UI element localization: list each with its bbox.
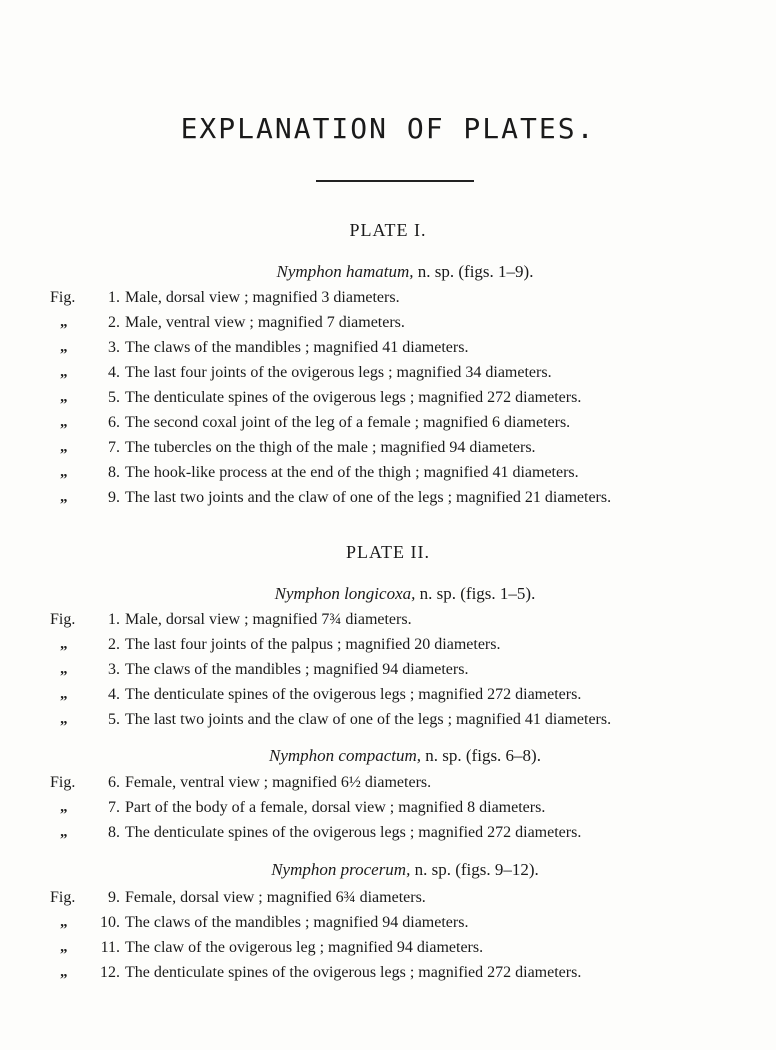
fig-description: Female, ventral view ; magnified 6½ diameters.	[125, 774, 432, 791]
fig-label: „	[60, 636, 68, 652]
figure-entry	[0, 414, 776, 436]
fig-number: 8.	[108, 464, 120, 481]
fig-description: The denticulate spines of the ovigerous legs ; magnified 272 diameters.	[125, 686, 582, 703]
fig-label: „	[60, 464, 68, 480]
fig-label: Fig.	[50, 774, 76, 791]
fig-description: The last four joints of the palpus ; magnified 20 diameters.	[125, 636, 501, 653]
fig-label: „	[60, 799, 68, 815]
fig-description: The last two joints and the claw of one of the legs ; magnified 21 diameters.	[125, 489, 612, 506]
fig-number: 3.	[108, 661, 120, 678]
fig-description: The last four joints of the ovigerous legs ; magnified 34 diameters.	[125, 364, 552, 381]
figure-entry	[0, 314, 776, 336]
species-heading	[0, 746, 776, 766]
fig-description: Female, dorsal view ; magnified 6¾ diameters.	[125, 889, 426, 906]
fig-description: Male, ventral view ; magnified 7 diameters.	[125, 314, 405, 331]
fig-description: The claws of the mandibles ; magnified 94 diameters.	[125, 661, 469, 678]
figure-entry	[0, 364, 776, 386]
fig-number: 5.	[108, 711, 120, 728]
fig-number: 12.	[100, 964, 120, 981]
fig-label: „	[60, 364, 68, 380]
figure-entry	[0, 939, 776, 961]
fig-number: 6.	[108, 414, 120, 431]
fig-number: 1.	[108, 611, 120, 628]
figure-entry	[0, 686, 776, 708]
fig-label: „	[60, 489, 68, 505]
plate-heading: PLATE I.	[349, 220, 427, 240]
species-heading	[0, 584, 776, 604]
figure-entry	[0, 964, 776, 986]
fig-number: 3.	[108, 339, 120, 356]
fig-description: Part of the body of a female, dorsal view ; magnified 8 diameters.	[125, 799, 546, 816]
figure-entry	[0, 914, 776, 936]
fig-label: „	[60, 414, 68, 430]
fig-number: 9.	[108, 489, 120, 506]
figure-entry	[0, 661, 776, 683]
fig-description: The claw of the ovigerous leg ; magnified 94 diameters.	[125, 939, 484, 956]
species-figs: n. sp. (figs. 9–12).	[410, 860, 539, 879]
fig-description: The denticulate spines of the ovigerous legs ; magnified 272 diameters.	[125, 389, 582, 406]
fig-description: The second coxal joint of the leg of a female ; magnified 6 diameters.	[125, 414, 571, 431]
fig-label: „	[60, 939, 68, 955]
figure-entry	[0, 824, 776, 846]
plate-heading: PLATE II.	[346, 542, 430, 562]
fig-number: 10.	[100, 914, 120, 931]
fig-number: 5.	[108, 389, 120, 406]
fig-number: 9.	[108, 889, 120, 906]
fig-number: 4.	[108, 364, 120, 381]
fig-label: Fig.	[50, 889, 76, 906]
fig-description: The denticulate spines of the ovigerous legs ; magnified 272 diameters.	[125, 824, 582, 841]
fig-number: 8.	[108, 824, 120, 841]
species-name: Nymphon compactum,	[269, 746, 422, 765]
fig-description: Male, dorsal view ; magnified 3 diameters.	[125, 289, 400, 306]
fig-number: 7.	[108, 439, 120, 456]
figure-entry	[0, 711, 776, 733]
figure-entry	[0, 489, 776, 511]
species-heading	[0, 860, 776, 880]
species-name: Nymphon procerum,	[271, 860, 411, 879]
species-name: Nymphon hamatum,	[276, 262, 414, 281]
fig-description: The last two joints and the claw of one of the legs ; magnified 41 diameters.	[125, 711, 612, 728]
fig-description: The claws of the mandibles ; magnified 94 diameters.	[125, 914, 469, 931]
fig-description: The claws of the mandibles ; magnified 41 diameters.	[125, 339, 469, 356]
species-figs: n. sp. (figs. 1–9).	[413, 262, 534, 281]
fig-number: 6.	[108, 774, 120, 791]
fig-label: „	[60, 914, 68, 930]
species-figs: n. sp. (figs. 6–8).	[421, 746, 541, 765]
species-figs: n. sp. (figs. 1–5).	[415, 584, 536, 603]
figure-entry	[0, 389, 776, 411]
fig-label: „	[60, 964, 68, 980]
fig-description: The denticulate spines of the ovigerous legs ; magnified 272 diameters.	[125, 964, 582, 981]
species-heading	[0, 262, 776, 282]
figure-entry	[0, 611, 776, 633]
figure-entry	[0, 289, 776, 311]
page-title: EXPLANATION OF PLATES.	[180, 112, 596, 145]
title-divider	[316, 180, 474, 182]
fig-description: The tubercles on the thigh of the male ; magnified 94 diameters.	[125, 439, 536, 456]
figure-entry	[0, 799, 776, 821]
fig-label: „	[60, 439, 68, 455]
fig-label: „	[60, 661, 68, 677]
fig-number: 2.	[108, 636, 120, 653]
fig-description: The hook-like process at the end of the thigh ; magnified 41 diameters.	[125, 464, 579, 481]
figure-entry	[0, 439, 776, 461]
fig-label: „	[60, 339, 68, 355]
fig-number: 1.	[108, 289, 120, 306]
fig-label: Fig.	[50, 611, 76, 628]
fig-number: 11.	[100, 939, 120, 956]
fig-number: 4.	[108, 686, 120, 703]
fig-label: „	[60, 314, 68, 330]
fig-number: 2.	[108, 314, 120, 331]
fig-label: „	[60, 686, 68, 702]
fig-description: Male, dorsal view ; magnified 7¾ diameters.	[125, 611, 412, 628]
figure-entry	[0, 339, 776, 361]
fig-label: „	[60, 711, 68, 727]
figure-entry	[0, 774, 776, 796]
figure-entry	[0, 464, 776, 486]
fig-label: „	[60, 389, 68, 405]
fig-label: Fig.	[50, 289, 76, 306]
figure-entry	[0, 889, 776, 911]
figure-entry	[0, 636, 776, 658]
fig-number: 7.	[108, 799, 120, 816]
fig-label: „	[60, 824, 68, 840]
species-name: Nymphon longicoxa,	[274, 584, 416, 603]
